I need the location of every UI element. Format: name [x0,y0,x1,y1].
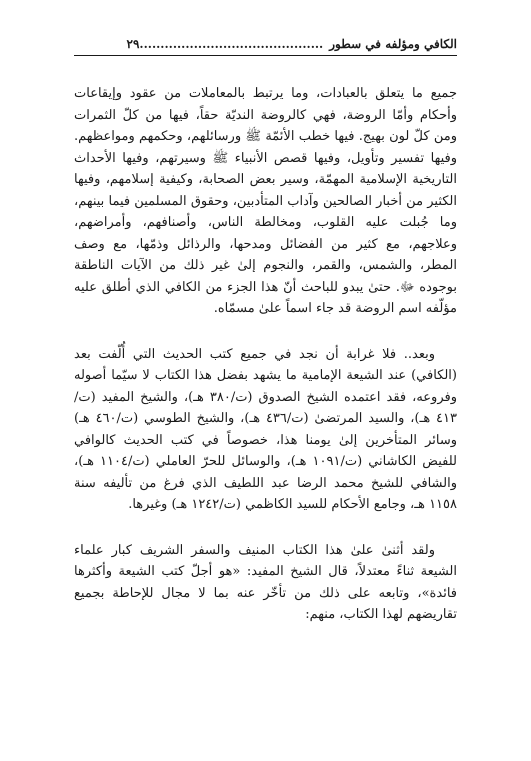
paragraph: وبعد.. فلا غرابة أن نجد في جميع كتب الحديث التي أُلّفت بعد (الكافي) عند الشيعة الإمامية ما يشهد بفضل هذا الكتاب لا سيّما أصوله وفروعه، فقد اعتمده الشيخ الصدوق (ت/٣٨٠ هـ)، والشيخ المفيد (ت/٤١٣ هـ)، والسيد المرتضىٰ (ت/٤٣٦ هـ)، والشيخ الطوسي (ت/٤٦٠ هـ) وسائر المتأخرين إلىٰ يومنا هذا، خصوصاً في كتب الحديث كالوافي للفيض الكاشاني (ت/١٠٩١ هـ)، والوسائل للحرّ العاملي (ت/١١٠٤ هـ)، والشافي للشيخ محمد الرضا عبد اللطيف الذي فرغ من تأليفه سنة ١١٥٨ هـ، وجامع الأحكام للسيد الكاظمي (ت/١٢٤٢ هـ) وغيرها. [74,346,458,512]
header-rule [74,55,457,56]
running-header [74,31,457,51]
page-number: ٢٩ [126,37,140,51]
paragraph: جميع ما يتعلق بالعبادات، وما يرتبط بالمعاملات من عقود وإيقاعات وأحكام وأمّا الروضة، فهي كالروضة النديّة حقاً، فيها من كلّ الثمرات ومن كلّ لون بهيج. فيها خطب الأئمّة ﷺ ورسائلهم، وحكمهم ومواعظهم. وفيها تفسير وتأويل، وفيها قصص الأنبياء ﷺ وسيرتهم، وفيها الأحداث التاريخية الإسلامية المهمّة، وسير بعض الصحابة، وكيفية إسلامهم، وفيها الكثير من أخبار الصالحين وآداب المتأدبين، وحقوق المسلمين فيما بينهم، وما جُبلت عليه القلوب، ومخالطة الناس، وأصنافهم، وأمراضهم، وعلاجهم، مع كثير من الفضائل ومدحها، والرذائل وذمّها، مع وصف المطر، والشمس، والقمر، والنجوم إلىٰ غير ذلك من الآيات الناطقة بوجوده ﷻ. حتىٰ يبدو للباحث أنّ هذا الجزء من الكافي الذي أطلق عليه مؤلّفه اسم الروضة قد جاء اسماً علىٰ مسمّاه. [74,86,457,316]
paragraph: ولقد أثنىٰ علىٰ هذا الكتاب المنيف والسفر الشريف كبار علماء الشيعة ثناءً معتدلاً، قال الشيخ المفيد: «هو أجلّ كتب الشيعة وأكثرها فائدة»، وتابعه على ذلك من تأخّر عنه بما لا مجال للإحاطة بجميع تقاريضهم لهذا الكتاب، منهم: [74,542,457,622]
running-title: الكافي ومؤلفه في سطور [329,37,457,51]
body-text [74,83,457,626]
dot-leader: ............................................ [139,37,324,51]
